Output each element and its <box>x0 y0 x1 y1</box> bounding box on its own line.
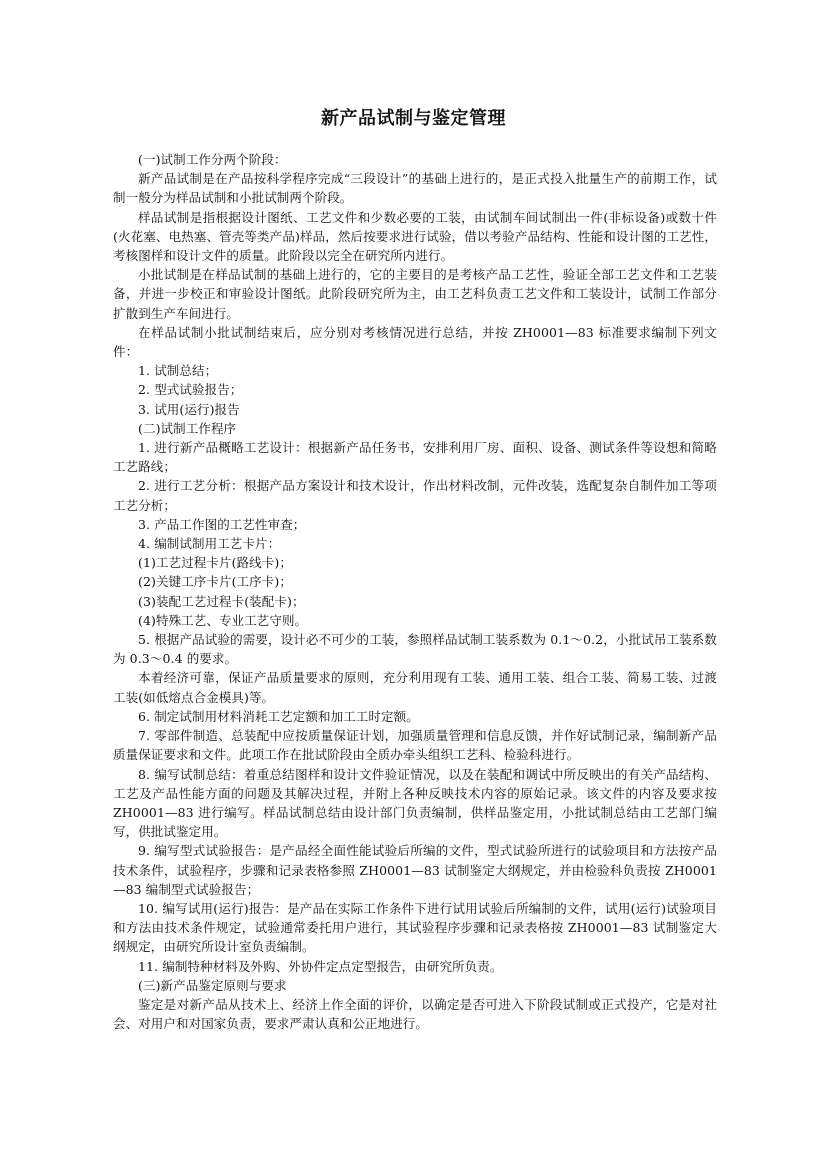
list-item: 4. 编制试制用工艺卡片： <box>138 536 281 552</box>
sub-list-item: (2)关键工序卡片(工序卡)； <box>138 574 292 590</box>
sub-list-item: (3)装配工艺过程卡(装配卡)； <box>138 593 305 609</box>
document-title: 新产品试制与鉴定管理 <box>321 108 506 129</box>
list-item: 1. 进行新产品概略工艺设计：根据新产品任务书，安排利用厂房、面积、设备、测试条件等设想和简略工艺路线； <box>113 440 717 475</box>
list-item: 9. 编写型式试验报告：是产品经全面性能试验后所编的文件，型式试验所进行的试验项目和方法按产品技术条件，试验程序，步骤和记录表格参照 ZH0001—83 试制鉴定大纲规定，并由检验科负责按 ZH0001—83 编制型式试验报告； <box>113 843 717 897</box>
paragraph: (一)试制工作分两个阶段： <box>138 152 287 167</box>
paragraph: 本着经济可靠，保证产品质量要求的原则，充分利用现有工装、通用工装、组合工装、简易工装、过渡工装(如低熔点合金模具)等。 <box>113 670 717 705</box>
list-item: 10. 编写试用(运行)报告：是产品在实际工作条件下进行试用试验后所编制的文件，试用(运行)试验项目和方法由技术条件规定，试验通常委托用户进行，其试验程序步骤和记录表格按 ZH0001—83 试制鉴定大纲规定，由研究所设计室负责编制。 <box>113 900 717 955</box>
paragraph: 在样品试制小批试制结束后，应分别对考核情况进行总结，并按 ZH0001—83 标准要求编制下列文件： <box>113 324 717 360</box>
list-item: 8. 编写试制总结：着重总结图样和设计文件验证情况，以及在装配和调试中所反映出的有关产品结构、工艺及产品性能方面的问题及其解决过程，并附上各种反映技术内容的原始记录。该文件的内容及要求按 ZH0001—83 进行编写。样品试制总结由设计部门负责编制，供样品鉴定用，小批试制总结由工艺部门编写，供批试鉴定用。 <box>113 766 717 840</box>
list-item: 2. 进行工艺分析：根据产品方案设计和技术设计，作出材料改制，元件改装，选配复杂自制件加工等项工艺分析； <box>113 478 717 513</box>
paragraph: 样品试制是指根据设计图纸、工艺文件和少数必要的工装，由试制车间试制出一件(非标设备)或数十件(火花塞、电热塞、管壳等类产品)样品，然后按要求进行试验，借以考验产品结构、性能和设计图的工艺性，考核图样和设计文件的质量。此阶段以完全在研究所内进行。 <box>113 209 717 264</box>
document-body <box>113 150 717 1033</box>
paragraph: 小批试制是在样品试制的基础上进行的，它的主要目的是考核产品工艺性，验证全部工艺文件和工艺装备，并进一步校正和审验设计图纸。此阶段研究所为主，由工艺科负责工艺文件和工装设计，试制工作部分扩散到生产车间进行。 <box>113 267 717 321</box>
section-heading: (三)新产品鉴定原则与要求 <box>138 977 287 993</box>
list-item: 1. 试制总结； <box>138 363 218 379</box>
list-item: 5. 根据产品试验的需要，设计必不可少的工装，参照样品试制工装系数为 0.1～0.2，小批试吊工装系数为 0.3～0.4 的要求。 <box>113 632 717 667</box>
list-item: 6. 制定试制用材料消耗工艺定额和加工工时定额。 <box>138 708 419 724</box>
list-item: 7. 零部件制造、总装配中应按质量保证计划，加强质量管理和信息反馈，并作好试制记录，编制新产品质量保证要求和文件。此项工作在批试阶段由全质办牵头组织工艺科、检验科进行。 <box>113 728 717 763</box>
paragraph: 新产品试制是在产品按科学程序完成“三段设计”的基础上进行的，是正式投入批量生产的前期工作，试制一般分为样品试制和小批试制两个阶段。 <box>113 171 717 206</box>
list-item: 3. 产品工作图的工艺性审查； <box>138 516 306 532</box>
paragraph: 鉴定是对新产品从技术上、经济上作全面的评价，以确定是否可进入下阶段试制或正式投产，它是对社会、对用户和对国家负责，要求严肃认真和公正地进行。 <box>113 996 717 1032</box>
list-item: 2. 型式试验报告； <box>138 382 243 398</box>
sub-list-item: (1)工艺过程卡片(路线卡)； <box>138 555 292 571</box>
sub-list-item: (4)特殊工艺、专业工艺守则。 <box>138 612 308 628</box>
list-item: 11. 编制特种材料及外购、外协件定点定型报告，由研究所负责。 <box>138 958 503 974</box>
section-heading: (二)试制工作程序 <box>138 420 237 436</box>
list-item: 3. 试用(运行)报告 <box>138 401 240 417</box>
